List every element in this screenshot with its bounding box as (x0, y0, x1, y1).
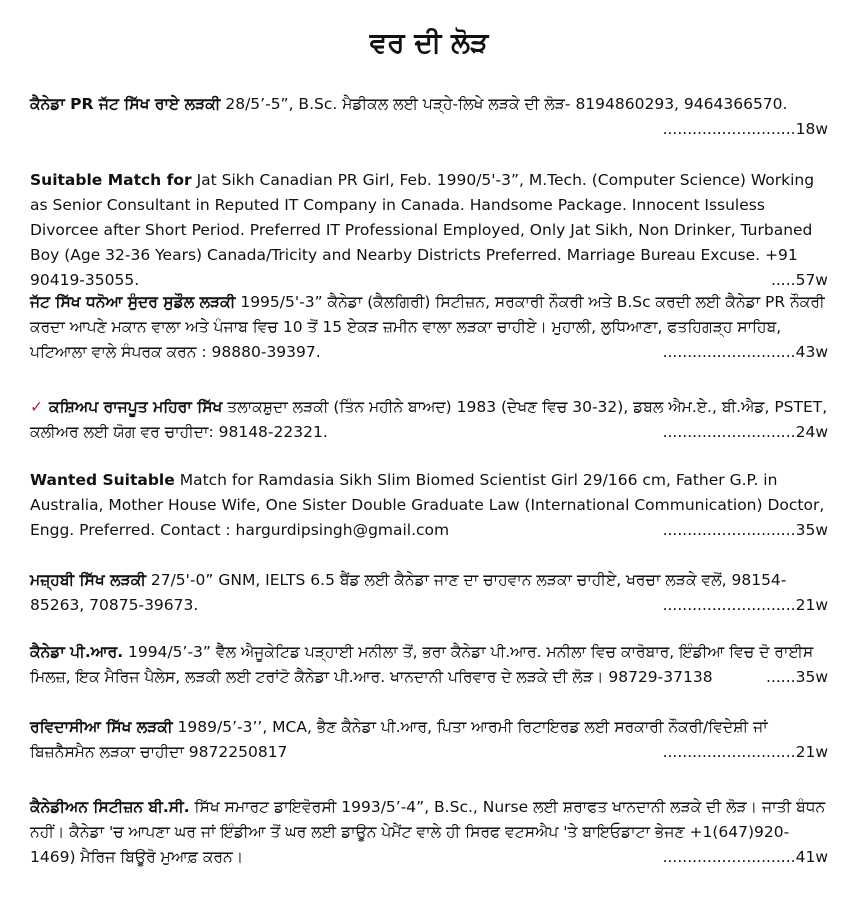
ad-entry (30, 795, 828, 870)
ad-ref: ...........................43w (662, 343, 828, 361)
ad-entry (30, 92, 828, 142)
ad-entry (30, 290, 828, 365)
ad-ref: .....57w (770, 271, 828, 289)
ad-entry (30, 568, 828, 618)
ad-lead: Suitable Match for (30, 171, 192, 189)
ad-entry (30, 715, 828, 765)
ad-body: 28/5’-5”, B.Sc. ਮੈਡੀਕਲ ਲਈ ਪੜ੍ਹੇ-ਲਿਖੇ ਲੜਕੇ ਦੀ ਲੋੜ- 8194860293, 9464366570. (220, 95, 788, 113)
ad-lead: ਕੈਨੇਡਾ PR ਜੱਟ ਸਿੱਖ ਰਾਏ ਲੜਕੀ (30, 95, 221, 113)
ad-lead: ਕੈਨੇਡੀਅਨ ਸਿਟੀਜ਼ਨ ਬੀ.ਸੀ. (30, 798, 190, 816)
ad-body: ਸਿੱਖ ਸਮਾਰਟ ਡਾਇਵੋਰਸੀ 1993/5’-4”, B.Sc., Nurse ਲਈ ਸ਼ਰਾਫਤ ਖਾਨਦਾਨੀ ਲੜਕੇ ਦੀ ਲੋੜ। ਜਾਤੀ ਬੰਧਨ ਨਹੀਂ। ਕੈਨੇਡਾ 'ਚ ਆਪਣਾ ਘਰ ਜਾਂ ਇੰਡੀਆ ਤੋਂ ਘਰ ਲਈ ਡਾਊਨ ਪੇਮੈਂਟ ਵਾਲੇ ਹੀ ਸਿਰਫ ਵਟਸਐਪ 'ਤੇ ਬਾਇਓਡਾਟਾ ਭੇਜਣ +1(647)920-1469) ਮੈਰਿਜ ਬਿਊਰੋ ਮੁਆਫ਼ ਕਰਨ। (30, 798, 826, 866)
ad-body: 1989/5’-3’’, MCA, ਭੈਣ ਕੈਨੇਡਾ ਪੀ.ਆਰ, ਪਿਤਾ ਆਰਮੀ ਰਿਟਾਇਰਡ ਲਈ ਸਰਕਾਰੀ ਨੌਕਰੀ/ਵਿਦੇਸ਼ੀ ਜਾਂ ਬਿਜ਼ਨੈੱਸਮੈਨ ਲੜਕਾ ਚਾਹੀਦਾ 9872250817 (30, 718, 768, 761)
ad-body: Match for Ramdasia Sikh Slim Biomed Scientist Girl 29/166 cm, Father G.P. in Australia, Mother House Wife, One Sister Double Graduate Law (International Communication) Doctor, Engg. Preferred. Contact : hargurdipsingh@gmail.com (30, 471, 825, 539)
ad-ref: ...........................18w (662, 120, 828, 138)
ad-body: Jat Sikh Canadian PR Girl, Feb. 1990/5'-3”, M.Tech. (Computer Science) Working as Senior Consultant in Reputed IT Company in Canada. Handsome Package. Innocent Issuless Divorcee after Short Period. Preferred IT Professional Employed, Only Jat Sikh, Non Drinker, Turbaned Boy (Age 32-36 Years) Canada/Tricity and Nearby Districts Preferred. Marriage Bureau Excuse. +91 90419-35055. (30, 171, 815, 289)
ad-lead: ਕਸ਼ਿਅਪ ਰਾਜਪੂਤ ਮਹਿਰਾ ਸਿੱਖ (49, 398, 223, 416)
ad-lead: ਰਵਿਦਾਸੀਆ ਸਿੱਖ ਲੜਕੀ (30, 718, 173, 736)
ad-lead: ਮਜ਼੍ਹਬੀ ਸਿੱਖ ਲੜਕੀ (30, 571, 146, 589)
ad-ref: ...........................21w (662, 743, 828, 761)
ad-entry (30, 395, 828, 445)
ad-ref: ...........................35w (662, 521, 828, 539)
ad-ref: ...........................24w (662, 423, 828, 441)
ad-ref: ...........................41w (662, 848, 828, 866)
ad-lead: ਜੱਟ ਸਿੱਖ ਧਨੋਆ ਸੁੰਦਰ ਸੁਡੌਲ ਲੜਕੀ (30, 293, 236, 311)
page-title: ਵਰ ਦੀ ਲੋੜ (369, 26, 489, 59)
ad-lead: ਕੈਨੇਡਾ ਪੀ.ਆਰ. (30, 643, 124, 661)
ad-lead: Wanted Suitable (30, 471, 175, 489)
ad-body: 27/5'-0” GNM, IELTS 6.5 ਬੈਂਡ ਲਈ ਕੈਨੇਡਾ ਜਾਣ ਦਾ ਚਾਹਵਾਨ ਲੜਕਾ ਚਾਹੀਏ, ਖਰਚਾ ਲੜਕੇ ਵਲੋਂ, 98154-85263, 70875-39673. (30, 571, 787, 614)
ad-entry (30, 640, 828, 690)
ad-entry (30, 168, 828, 293)
ad-body: 1995/5'-3” ਕੈਨੇਡਾ (ਕੈਲਗਿਰੀ) ਸਿਟੀਜ਼ਨ, ਸਰਕਾਰੀ ਨੌਕਰੀ ਅਤੇ B.Sc ਕਰਦੀ ਲਈ ਕੈਨੇਡਾ PR ਨੌਕਰੀ ਕਰਦਾ ਆਪਣੇ ਮਕਾਨ ਵਾਲਾ ਅਤੇ ਪੰਜਾਬ ਵਿਚ 10 ਤੋਂ 15 ਏਕੜ ਜ਼ਮੀਨ ਵਾਲਾ ਲੜਕਾ ਚਾਹੀਏ। ਮੁਹਾਲੀ, ਲੁਧਿਆਣਾ, ਫਤਹਿਗੜ੍ਹ ਸਾਹਿਬ, ਪਟਿਆਲਾ ਵਾਲੇ ਸੰਪਰਕ ਕਰਨ : 98880-39397. (30, 293, 825, 361)
ad-ref: ......35w (766, 668, 828, 686)
ad-body: ਤਲਾਕਸ਼ੁਦਾ ਲੜਕੀ (ਤਿੰਨ ਮਹੀਨੇ ਬਾਅਦ) 1983 (ਦੇਖਣ ਵਿਚ 30-32), ਡਬਲ ਐਮ.ਏ., ਬੀ.ਐਡ, PSTET, ਕਲੀਅਰ ਲਈ ਯੋਗ ਵਰ ਚਾਹੀਦਾ: 98148-22321. (30, 398, 828, 441)
ad-entry (30, 468, 828, 543)
checkmark-icon: ✓ (30, 398, 43, 416)
ad-body: 1994/5’-3” ਵੈੱਲ ਐਜੂਕੇਟਿਡ ਪੜ੍ਹਾਈ ਮਨੀਲਾ ਤੋਂ, ਭਰਾ ਕੈਨੇਡਾ ਪੀ.ਆਰ. ਮਨੀਲਾ ਵਿਚ ਕਾਰੋਬਾਰ, ਇੰਡੀਆ ਵਿਚ ਦੋ ਰਾਈਸ ਮਿਲਜ਼, ਇਕ ਮੈਰਿਜ ਪੈਲੇਸ, ਲੜਕੀ ਲਈ ਟਰਾਂਟੋ ਕੈਨੇਡਾ ਪੀ.ਆਰ. ਖਾਨਦਾਨੀ ਪਰਿਵਾਰ ਦੇ ਲੜਕੇ ਦੀ ਲੋੜ। 98729-37138 (30, 643, 814, 686)
ad-ref: ...........................21w (662, 596, 828, 614)
